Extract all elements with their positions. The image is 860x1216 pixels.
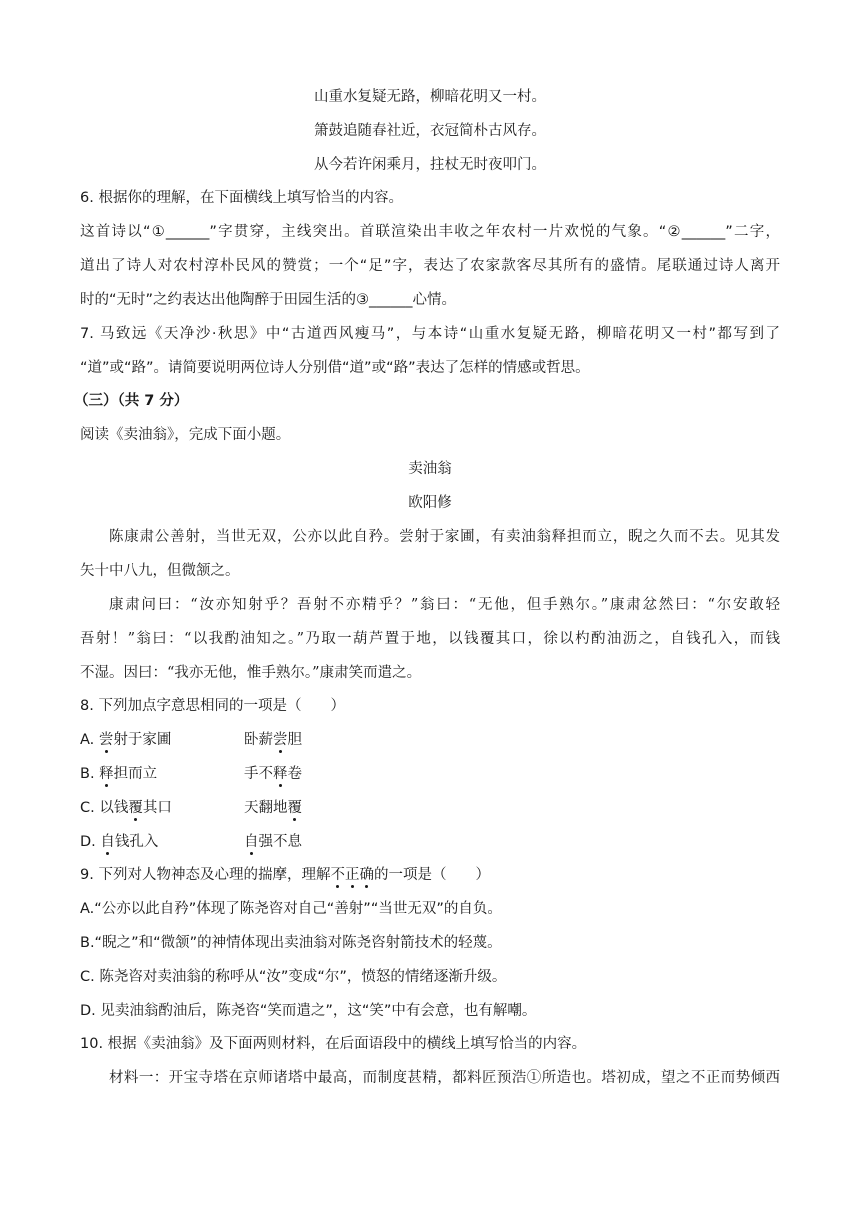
dotted-char: 覆 xyxy=(128,800,143,816)
q10-title: 10. 根据《卖油翁》及下面两则材料，在后面语段中的横线上填写恰当的内容。 xyxy=(80,1036,587,1052)
q8-title: 8. 下列加点字意思相同的一项是（ ） xyxy=(80,698,345,714)
q7-line-2: “道”或“路”。请简要说明两位诗人分别借“道”或“路”表达了怎样的情感或哲思。 xyxy=(80,360,590,376)
poem-line-3: 从今若许闲乘月，拄杖无时夜叩门。 xyxy=(314,157,546,173)
passage-para1-line-2: 矢十中八九，但微颔之。 xyxy=(80,563,240,579)
passage-para2-line-3: 不湿。因曰：“我亦无他，惟手熟尔。”康肃笑而遣之。 xyxy=(80,665,422,681)
dotted-char: 覆 xyxy=(287,800,302,816)
q9-option-d[interactable]: D. 见卖油翁酌油后，陈尧咨“笑而遣之”，这“笑”中有会意，也有解嘲。 xyxy=(80,1003,537,1019)
passage-title: 卖油翁 xyxy=(408,461,452,477)
passage-para2-line-2: 吾射！”翁曰：“以我酌油知之。”乃取一葫芦置于地，以钱覆其口，徐以杓酌油沥之，自钱孔入，而钱 xyxy=(80,631,780,647)
poem-line-2: 箫鼓追随春社近，衣冠简朴古风存。 xyxy=(314,123,546,139)
q9-option-a[interactable]: A.“公亦以此自矜”体现了陈尧咨对自己“善射”“当世无双”的自负。 xyxy=(80,901,502,917)
section-intro: 阅读《卖油翁》，完成下面小题。 xyxy=(80,427,291,443)
q6-title: 6. 根据你的理解，在下面横线上填写恰当的内容。 xyxy=(80,190,403,206)
q7-line-1: 7. 马致远《天净沙·秋思》中“古道西风瘦马”，与本诗“山重水复疑无路，柳暗花明又一村”都写到了 xyxy=(80,326,780,342)
q9-title: 9. 下列对人物神态及心理的揣摩，理解不正确的一项是（ ） xyxy=(80,867,490,883)
q6-line-2: 道出了诗人对农村淳朴民风的赞赏；一个“足”字，表达了农家款客尽其所有的盛情。尾联通过诗人离开 xyxy=(80,258,780,274)
dotted-char: 尝 xyxy=(273,732,288,748)
q10-material-1: 材料一：开宝寺塔在京师诸塔中最高，而制度甚精，都料匠预浩①所造也。塔初成，望之不正而势倾西 xyxy=(109,1070,780,1086)
q9-option-c[interactable]: C. 陈尧咨对卖油翁的称呼从“汝”变成“尔”，愤怒的情绪逐渐升级。 xyxy=(80,969,507,985)
exam-page: 山重水复疑无路，柳暗花明又一村。 箫鼓追随春社近，衣冠简朴古风存。 从今若许闲乘月，拄杖无时夜叩门。 6. 根据你的理解，在下面横线上填写恰当的内容。 这首诗以“①______”字贯穿，主线突出。首联渲染出丰收之年农村一片欢悦的气象。“②______”二字， 道出了诗人对农村淳朴民风的赞赏；一个“足”字，表达了农家款客尽其所有的盛情。尾联通过诗人离开 时的“无时”之约表达出他陶醉于田园生活的③______心情。 7. 马致远《天净沙·秋思》中“古道西风瘦马”，与本诗“山重水复疑无路，柳暗花明又一村”都写到了 “道”或“路”。请简要说明两位诗人分别借“道”或“路”表达了怎样的情感或哲思。 （三）（共 7 分） 阅读《卖油翁》，完成下面小题。 卖油翁 欧阳修 陈康肃公善射，当世无双，公亦以此自矜。尝射于家圃，有卖油翁释担而立，睨之久而不去。见其发 矢十中八九，但微颔之。 康肃问曰：“汝亦知射乎？吾射不亦精乎？”翁曰：“无他，但手熟尔。”康肃忿然曰：“尔安敢轻 吾射！”翁曰：“以我酌油知之。”乃取一葫芦置于地，以钱覆其口，徐以杓酌油沥之，自钱孔入，而钱 不湿。因曰：“我亦无他，惟手熟尔。”康肃笑而遣之。 8. 下列加点字意思相同的一项是（ ） A. 尝射于家圃 卧薪尝胆 B. 释担而立 手不释卷 C. 以钱覆其口 天翻地覆 D. 自钱孔入 自强不息 9. 下列对人物神态及心理的揣摩，理解不正确的一项是（ ） A.“公亦以此自矜”体现了陈尧咨对自己“善射”“当世无双”的自负。 B.“睨之”和“微颔”的神情体现出卖油翁对陈尧咨射箭技术的轻蔑。 C. 陈尧咨对卖油翁的称呼从“汝”变成“尔”，愤怒的情绪逐渐升级。 D. 见卖油翁酌油后，陈尧咨“笑而遣之”，这“笑”中有会意，也有解嘲。 10. 根据《卖油翁》及下面两则材料，在后面语段中的横线上填写恰当的内容。 材料一：开宝寺塔在京师诸塔中最高，而制度甚精，都料匠预浩①所造也。塔初成，望之不正而势倾西 xyxy=(0,0,860,1216)
dotted-char: 确 xyxy=(359,867,374,883)
dotted-char: 自 xyxy=(100,834,115,850)
poem-line-1: 山重水复疑无路，柳暗花明又一村。 xyxy=(314,89,546,105)
dotted-char: 释 xyxy=(99,766,114,782)
q6-line-3: 时的“无时”之约表达出他陶醉于田园生活的③______心情。 xyxy=(80,292,457,308)
dotted-char: 正 xyxy=(344,867,360,883)
dotted-char: 不 xyxy=(330,867,345,883)
q6-line-1: 这首诗以“①______”字贯穿，主线突出。首联渲染出丰收之年农村一片欢悦的气象。“②______”二字， xyxy=(80,224,780,240)
dotted-char: 释 xyxy=(273,766,288,782)
passage-para1-line-1: 陈康肃公善射，当世无双，公亦以此自矜。尝射于家圃，有卖油翁释担而立，睨之久而不去。见其发 xyxy=(109,529,780,545)
passage-para2-line-1: 康肃问曰：“汝亦知射乎？吾射不亦精乎？”翁曰：“无他，但手熟尔。”康肃忿然曰：“尔安敢轻 xyxy=(109,597,780,613)
dotted-char: 自 xyxy=(244,834,259,850)
q9-option-b[interactable]: B.“睨之”和“微颔”的神情体现出卖油翁对陈尧咨射箭技术的轻蔑。 xyxy=(80,935,502,951)
section-heading: （三）（共 7 分） xyxy=(74,393,189,409)
dotted-emphasis xyxy=(330,867,374,883)
dotted-char: 尝 xyxy=(98,732,114,748)
passage-author: 欧阳修 xyxy=(408,495,452,511)
